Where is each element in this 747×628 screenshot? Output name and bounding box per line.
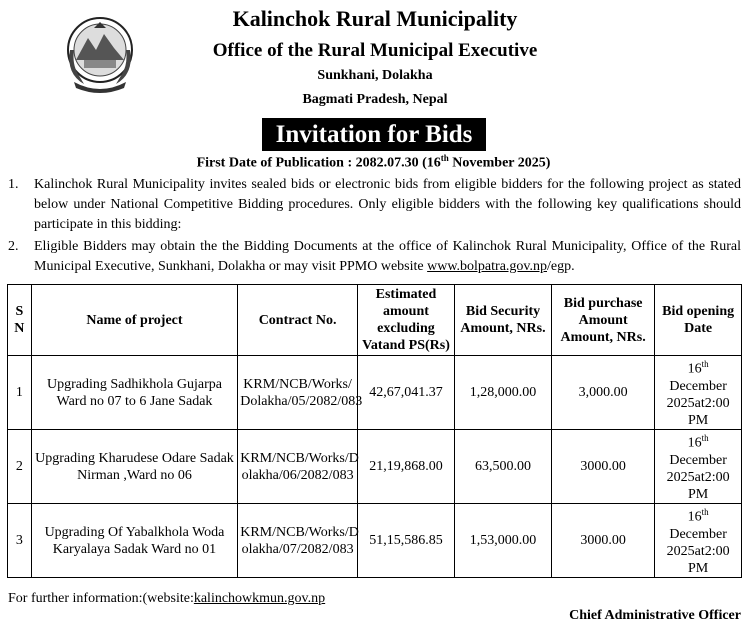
ppmo-website-link[interactable]: www.bolpatra.gov.np — [427, 259, 548, 274]
paragraph-text: Eligible Bidders may obtain the the Bidding Documents at the office of Kalinchok Rural Municipality, Office of the Rural Municipal Executive, Sunkhani, Dolakha or may visit PPMO website www.bolpatra.gov.np/egp. — [34, 239, 741, 274]
table-row — [8, 430, 742, 504]
paragraph-number: 1. — [8, 177, 19, 192]
header-project-name: Name of project — [31, 285, 237, 356]
signatory: Chief Administrative Officer — [569, 608, 741, 623]
cell-project-name: Upgrading Of Yabalkhola Woda Karyalaya Sadak Ward no 01 — [31, 504, 237, 578]
table-row — [8, 356, 742, 430]
cell-estimated-amount: 51,15,586.85 — [357, 504, 454, 578]
cell-project-name: Upgrading Sadhikhola Gujarpa Ward no 07 to 6 Jane Sadak — [31, 356, 237, 430]
invitation-title: Invitation for Bids — [262, 118, 486, 151]
cell-bid-opening: 16th December 2025at2:00 PM — [655, 430, 742, 504]
header-bid-security: Bid Security Amount, NRs. — [454, 285, 551, 356]
paragraph-2 — [8, 237, 741, 277]
cell-bid-security: 63,500.00 — [454, 430, 551, 504]
paragraph-text: Kalinchok Rural Municipality invites sealed bids or electronic bids from eligible bidders for the following project as stated below under National Competitive Bidding procedures. Only eligible bidders with the following key qualifications should participate in this bidding: — [34, 177, 741, 232]
header-sn: S N — [8, 285, 32, 356]
cell-estimated-amount: 42,67,041.37 — [357, 356, 454, 430]
nepal-emblem-icon — [64, 14, 136, 94]
paragraph-1 — [8, 175, 741, 235]
office-name: Office of the Rural Municipal Executive — [212, 40, 538, 61]
cell-bid-opening: 16th December 2025at2:00 PM — [655, 504, 742, 578]
further-info: For further information:(website:kalinchowkmun.gov.np — [8, 591, 326, 606]
header-estimated-amount: Estimated amount excluding Vatand PS(Rs) — [357, 285, 454, 356]
table-header-row — [8, 285, 742, 356]
municipality-website-link[interactable]: kalinchowkmun.gov.np — [193, 591, 326, 606]
cell-project-name: Upgrading Kharudese Odare Sadak Nirman ,Ward no 06 — [31, 430, 237, 504]
cell-estimated-amount: 21,19,868.00 — [357, 430, 454, 504]
cell-sn: 2 — [8, 430, 32, 504]
cell-contract-no: KRM/NCB/Works/ Dolakha/05/2082/083 — [238, 356, 358, 430]
paragraph-number: 2. — [8, 239, 19, 254]
cell-sn: 1 — [8, 356, 32, 430]
header-bid-purchase: Bid purchase Amount Amount, NRs. — [552, 285, 655, 356]
cell-bid-security: 1,28,000.00 — [454, 356, 551, 430]
address-line-1: Sunkhani, Dolakha — [317, 68, 433, 83]
cell-sn: 3 — [8, 504, 32, 578]
address-line-2: Bagmati Pradesh, Nepal — [302, 92, 448, 107]
publication-date: First Date of Publication : 2082.07.30 (16th November 2025) — [196, 153, 551, 171]
cell-bid-opening: 16th December 2025at2:00 PM — [655, 356, 742, 430]
bids-table — [7, 284, 742, 578]
cell-bid-security: 1,53,000.00 — [454, 504, 551, 578]
header-bid-opening: Bid opening Date — [655, 285, 742, 356]
cell-bid-purchase: 3,000.00 — [552, 356, 655, 430]
cell-contract-no: KRM/NCB/Works/D olakha/06/2082/083 — [238, 430, 358, 504]
table-row — [8, 504, 742, 578]
municipality-name: Kalinchok Rural Municipality — [232, 6, 518, 31]
cell-bid-purchase: 3000.00 — [552, 430, 655, 504]
cell-bid-purchase: 3000.00 — [552, 504, 655, 578]
cell-contract-no: KRM/NCB/Works/D olakha/07/2082/083 — [238, 504, 358, 578]
header-contract-no: Contract No. — [238, 285, 358, 356]
